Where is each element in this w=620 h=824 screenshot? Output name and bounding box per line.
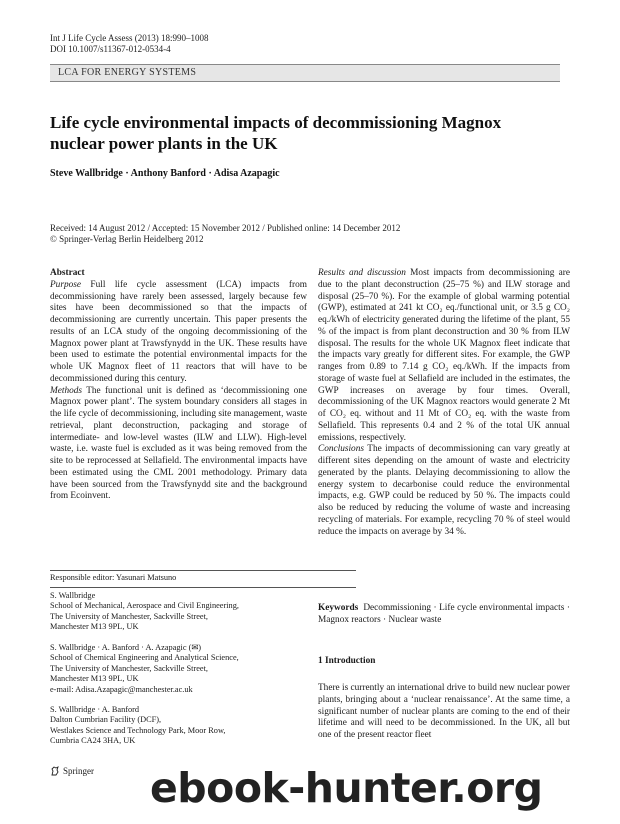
- affil-line: S. Wallbridge: [50, 591, 96, 600]
- affil-line: School of Mechanical, Aerospace and Civil Engineering,: [50, 601, 239, 611]
- abstract-right-column: [318, 268, 570, 538]
- methods-text: The functional unit is defined as ‘decommissioning one Magnox power plant’. The system boundary considers all stages in the life cycle of decommissioning, including site management, waste retrieval, plant deconstruction, packaging and storage of intermediate- and low-level wastes (ILW and LLW). High-level waste, i.e. waste fuel is excluded as it was being removed from the site to be reprocessed at Sellafield. The environmental impacts have been estimated using the CML 2001 methodology. Primary data have been sourced from the Trawsfynydd site and the background from Ecoinvent.: [50, 385, 307, 502]
- section-label: LCA FOR ENERGY SYSTEMS: [58, 67, 197, 78]
- affil-line: Manchester M13 9PL, UK: [50, 674, 139, 684]
- introduction-text: There is currently an international drive to build new nuclear power plants, bringing about a ‘nuclear renaissance’. At the same time, a significant number of nuclear plants are coming to the end of their lifetime and will need to be decommissioned. In the UK, all but one of the present reactor fleet: [318, 683, 570, 740]
- springer-horse-icon: [50, 766, 60, 776]
- affil-line: Cumbria CA24 3HA, UK: [50, 736, 136, 746]
- affiliation-2: [50, 643, 350, 695]
- watermark-text: ebook-hunter.org: [150, 764, 543, 812]
- journal-citation: Int J Life Cycle Assess (2013) 18:990–1008: [50, 33, 209, 43]
- footnote-rule-2: [50, 587, 356, 588]
- affil-line: Manchester M13 9PL, UK: [50, 622, 139, 632]
- copyright-line: © Springer-Verlag Berlin Heidelberg 2012: [50, 234, 204, 244]
- conclusions-label: Conclusions: [318, 444, 364, 455]
- affil-line: School of Chemical Engineering and Analytical Science,: [50, 653, 239, 663]
- article-title: Life cycle environmental impacts of decommissioning Magnox nuclear power plants in the UK: [50, 113, 502, 153]
- purpose-label: Purpose: [50, 279, 81, 290]
- conclusions-text: The impacts of decommissioning can vary greatly at different sites depending on the amount of waste and electricity generated by the plants. Delaying decommissioning to allow the energy system to decarbonise could reduce the environmental impacts, e.g. GWP could be reduced by 50 %. The impacts could also be reduced by reducing the volume of waste and increasing recycling of materials. For example, recycling 70 % of steel would reduce the impacts on average by 34 %.: [318, 444, 571, 537]
- affil-line: S. Wallbridge · A. Banford · A. Azapagic (✉): [50, 643, 202, 652]
- affil-line: Westlakes Science and Technology Park, Moor Row,: [50, 725, 226, 735]
- responsible-editor: Responsible editor: Yasunari Matsuno: [50, 573, 177, 582]
- affiliation-1: [50, 591, 350, 633]
- affil-line: The University of Manchester, Sackville Street,: [50, 611, 208, 621]
- abstract-left-column: [50, 268, 307, 503]
- doi: DOI 10.1007/s11367-012-0534-4: [50, 44, 171, 54]
- keywords: [318, 603, 570, 627]
- author-list: Steve Wallbridge · Anthony Banford · Adisa Azapagic: [50, 168, 280, 179]
- results-label: Results and discussion: [318, 268, 406, 278]
- purpose-text: Full life cycle assessment (LCA) impacts from decommissioning have rarely been assessed, largely because few sites have been decommissioned so that the impacts of decommissioning are currently uncertain. This paper presents the results of an LCA study of the ongoing decommissioning of the Magnox power plant at Trawsfynydd in the UK. These results have been used to estimate the potential environmental impacts for the whole UK Magnox fleet of 11 reactors that will have to be decommissioned during this century.: [50, 279, 307, 384]
- abstract-conclusions: [318, 444, 570, 538]
- methods-label: Methods: [50, 385, 83, 396]
- section-banner: [50, 64, 560, 82]
- keywords-text: Decommissioning · Life cycle environmental impacts · Magnox reactors · Nuclear waste: [318, 603, 570, 625]
- publication-dates: [50, 223, 400, 245]
- introduction-heading: 1 Introduction: [318, 656, 376, 666]
- keywords-label: Keywords: [318, 603, 359, 613]
- publisher-name: Springer: [63, 766, 94, 776]
- results-text: Most impacts from decommissioning are due to the plant deconstruction (25–75 %) and ILW storage and disposal (25–70 %). For the example of global warming potential (GWP), estimated at 241 kt CO₂ eq./functional unit, or 3.5 g CO₂ eq./kWh of electricity generated during the lifetime of the plant, 55 % of the impact is from plant deconstruction and 30 % from ILW disposal. The results for the whole UK Magnox fleet indicate that the impacts vary greatly for different sites. For example, the GWP ranges from 0.89 to 7.14 g CO₂ eq./kWh. If the impacts from storage of waste fuel at Sellafield are included in the estimates, the GWP increases on average by four times. Overall, decommissioning of the UK Magnox reactors would generate 2 Mt of CO₂ eq. without and 11 Mt of CO₂ eq. with the waste from Sellafield. This represents 0.4 and 2 % of the total UK annual emissions, respectively.: [318, 268, 570, 443]
- affil-line: Dalton Cumbrian Facility (DCF),: [50, 715, 162, 725]
- affil-line: S. Wallbridge · A. Banford: [50, 705, 140, 714]
- dates-line: Received: 14 August 2012 / Accepted: 15 November 2012 / Published online: 14 December 2012: [50, 223, 401, 233]
- affil-email[interactable]: e-mail: Adisa.Azapagic@manchester.ac.uk: [50, 684, 193, 694]
- footnote-rule: [50, 570, 356, 571]
- abstract-heading: Abstract: [50, 268, 85, 278]
- abstract-methods: [50, 386, 307, 504]
- abstract-results: [318, 268, 570, 444]
- affiliation-3: [50, 705, 350, 747]
- publisher-footer: [50, 766, 94, 776]
- abstract-purpose: [50, 280, 307, 386]
- affil-line: The University of Manchester, Sackville Street,: [50, 663, 208, 673]
